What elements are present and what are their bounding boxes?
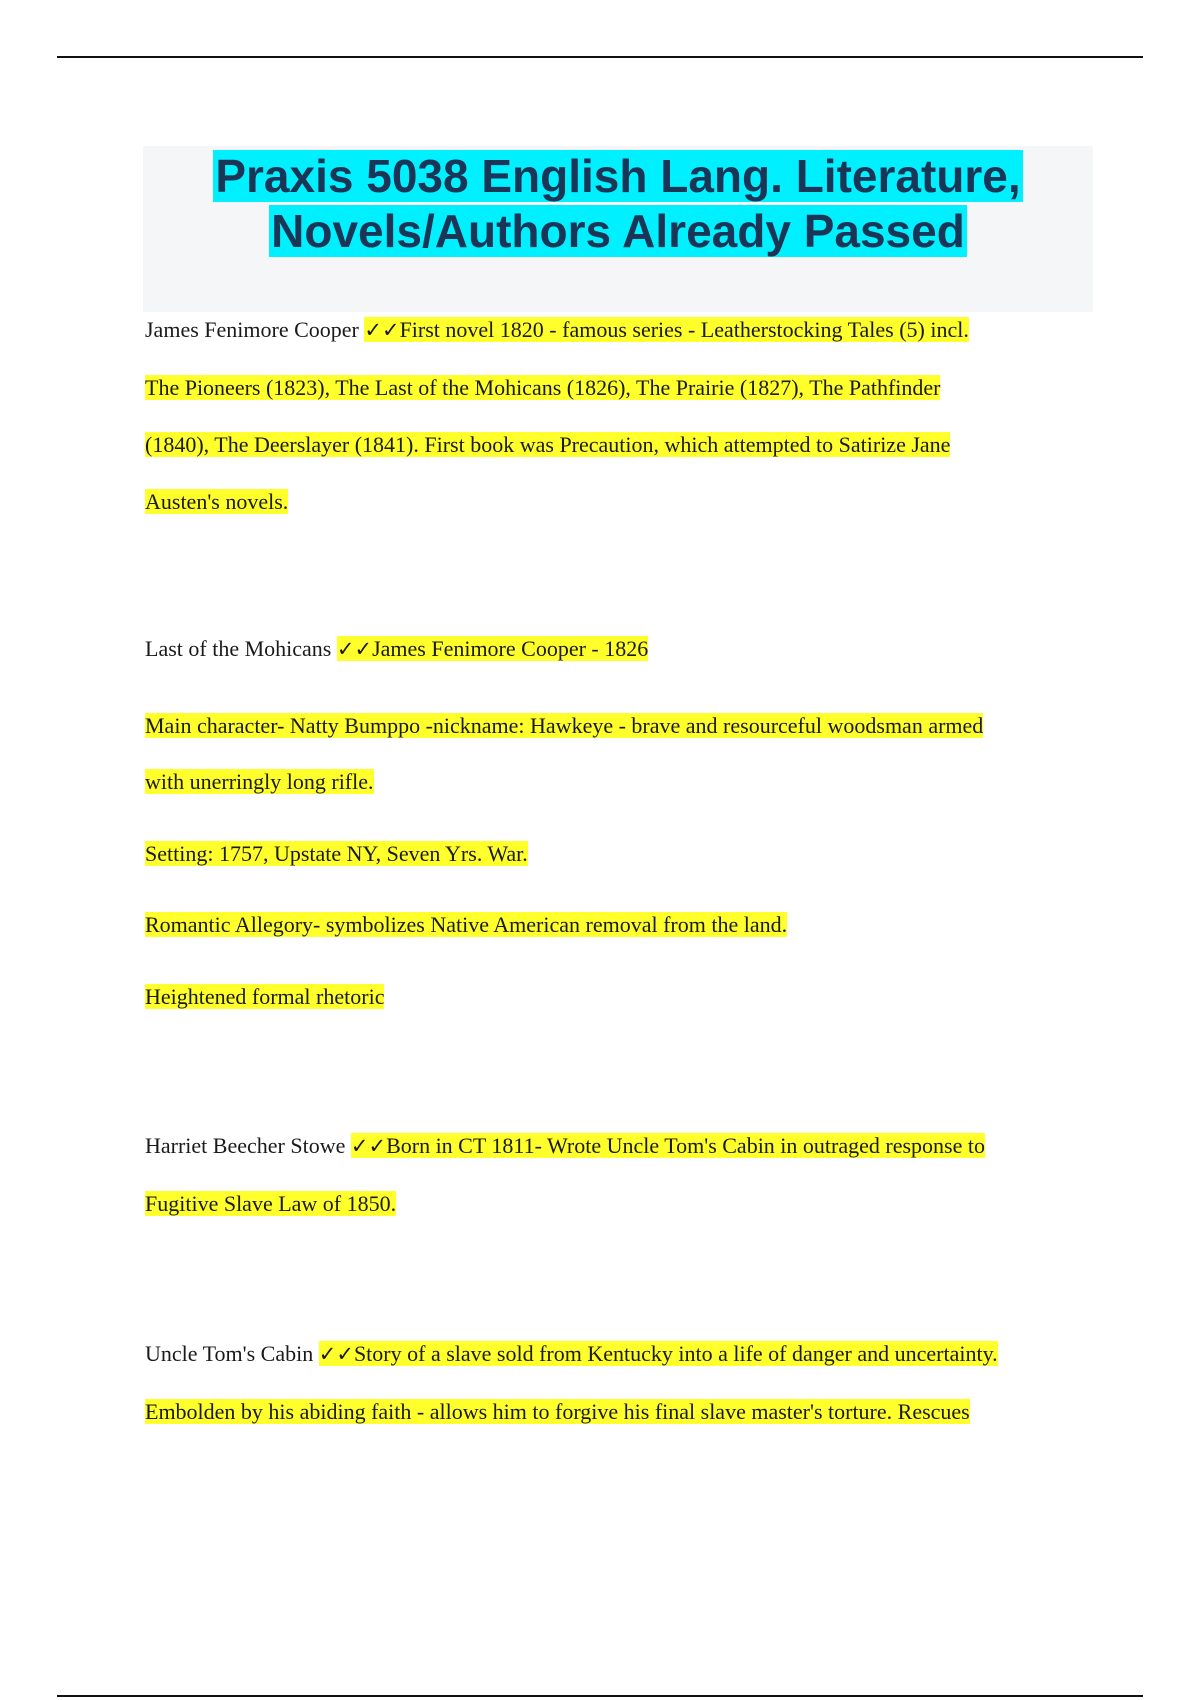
entry-term: James Fenimore Cooper bbox=[145, 317, 359, 342]
double-check-icon: ✓✓ bbox=[364, 318, 400, 342]
entry-paragraph bbox=[145, 969, 1095, 1025]
entry-paragraph bbox=[145, 826, 1095, 882]
entry-line: Heightened formal rhetoric bbox=[145, 984, 385, 1009]
entry-term: Harriet Beecher Stowe bbox=[145, 1133, 346, 1158]
entry-line bbox=[145, 621, 1095, 677]
entry-answer: ✓✓First novel 1820 - famous series - Leatherstocking Tales (5) incl. bbox=[364, 317, 969, 342]
entry-uncle-toms-cabin bbox=[145, 1325, 1095, 1440]
title-banner bbox=[143, 146, 1093, 312]
entry-line bbox=[145, 1325, 1095, 1383]
double-check-icon: ✓✓ bbox=[336, 637, 373, 661]
entry-line: Romantic Allegory- symbolizes Native American removal from the land. bbox=[145, 912, 788, 937]
entry-stowe bbox=[145, 1117, 1095, 1232]
entry-term: Last of the Mohicans bbox=[145, 636, 332, 661]
entry-answer: ✓✓Born in CT 1811- Wrote Uncle Tom's Cabin in outraged response to bbox=[350, 1133, 985, 1158]
double-check-icon: ✓✓ bbox=[318, 1342, 354, 1366]
title-line-1: Praxis 5038 English Lang. Literature, bbox=[215, 150, 1021, 202]
entry-line: The Pioneers (1823), The Last of the Mohicans (1826), The Prairie (1827), The Pathfinder bbox=[145, 375, 941, 400]
entry-answer: ✓✓Story of a slave sold from Kentucky into a life of danger and uncertainty. bbox=[318, 1341, 998, 1366]
entry-cooper bbox=[145, 301, 1095, 530]
document-title bbox=[143, 146, 1093, 259]
entry-line: Fugitive Slave Law of 1850. bbox=[145, 1191, 397, 1216]
entry-line: Main character- Natty Bumppo -nickname: Hawkeye - brave and resourceful woodsman armed bbox=[145, 713, 984, 738]
entry-line: Setting: 1757, Upstate NY, Seven Yrs. War. bbox=[145, 841, 528, 866]
entry-mohicans bbox=[145, 621, 1095, 677]
entry-line bbox=[145, 301, 1095, 359]
entry-line: Austen's novels. bbox=[145, 489, 289, 514]
entry-term: Uncle Tom's Cabin bbox=[145, 1341, 314, 1366]
entry-paragraph bbox=[145, 897, 1095, 953]
entry-line: Embolden by his abiding faith - allows him to forgive his final slave master's torture. Rescues bbox=[145, 1399, 970, 1424]
bottom-rule bbox=[57, 1695, 1143, 1697]
title-line-2: Novels/Authors Already Passed bbox=[271, 205, 965, 257]
entry-line: with unerringly long rifle. bbox=[145, 769, 374, 794]
entry-line bbox=[145, 1117, 1095, 1175]
entry-line: (1840), The Deerslayer (1841). First book was Precaution, which attempted to Satirize Jane bbox=[145, 432, 951, 457]
entry-answer: ✓✓James Fenimore Cooper - 1826 bbox=[336, 636, 649, 661]
entry-paragraph bbox=[145, 698, 1095, 810]
double-check-icon: ✓✓ bbox=[350, 1134, 387, 1158]
top-rule bbox=[57, 56, 1143, 58]
